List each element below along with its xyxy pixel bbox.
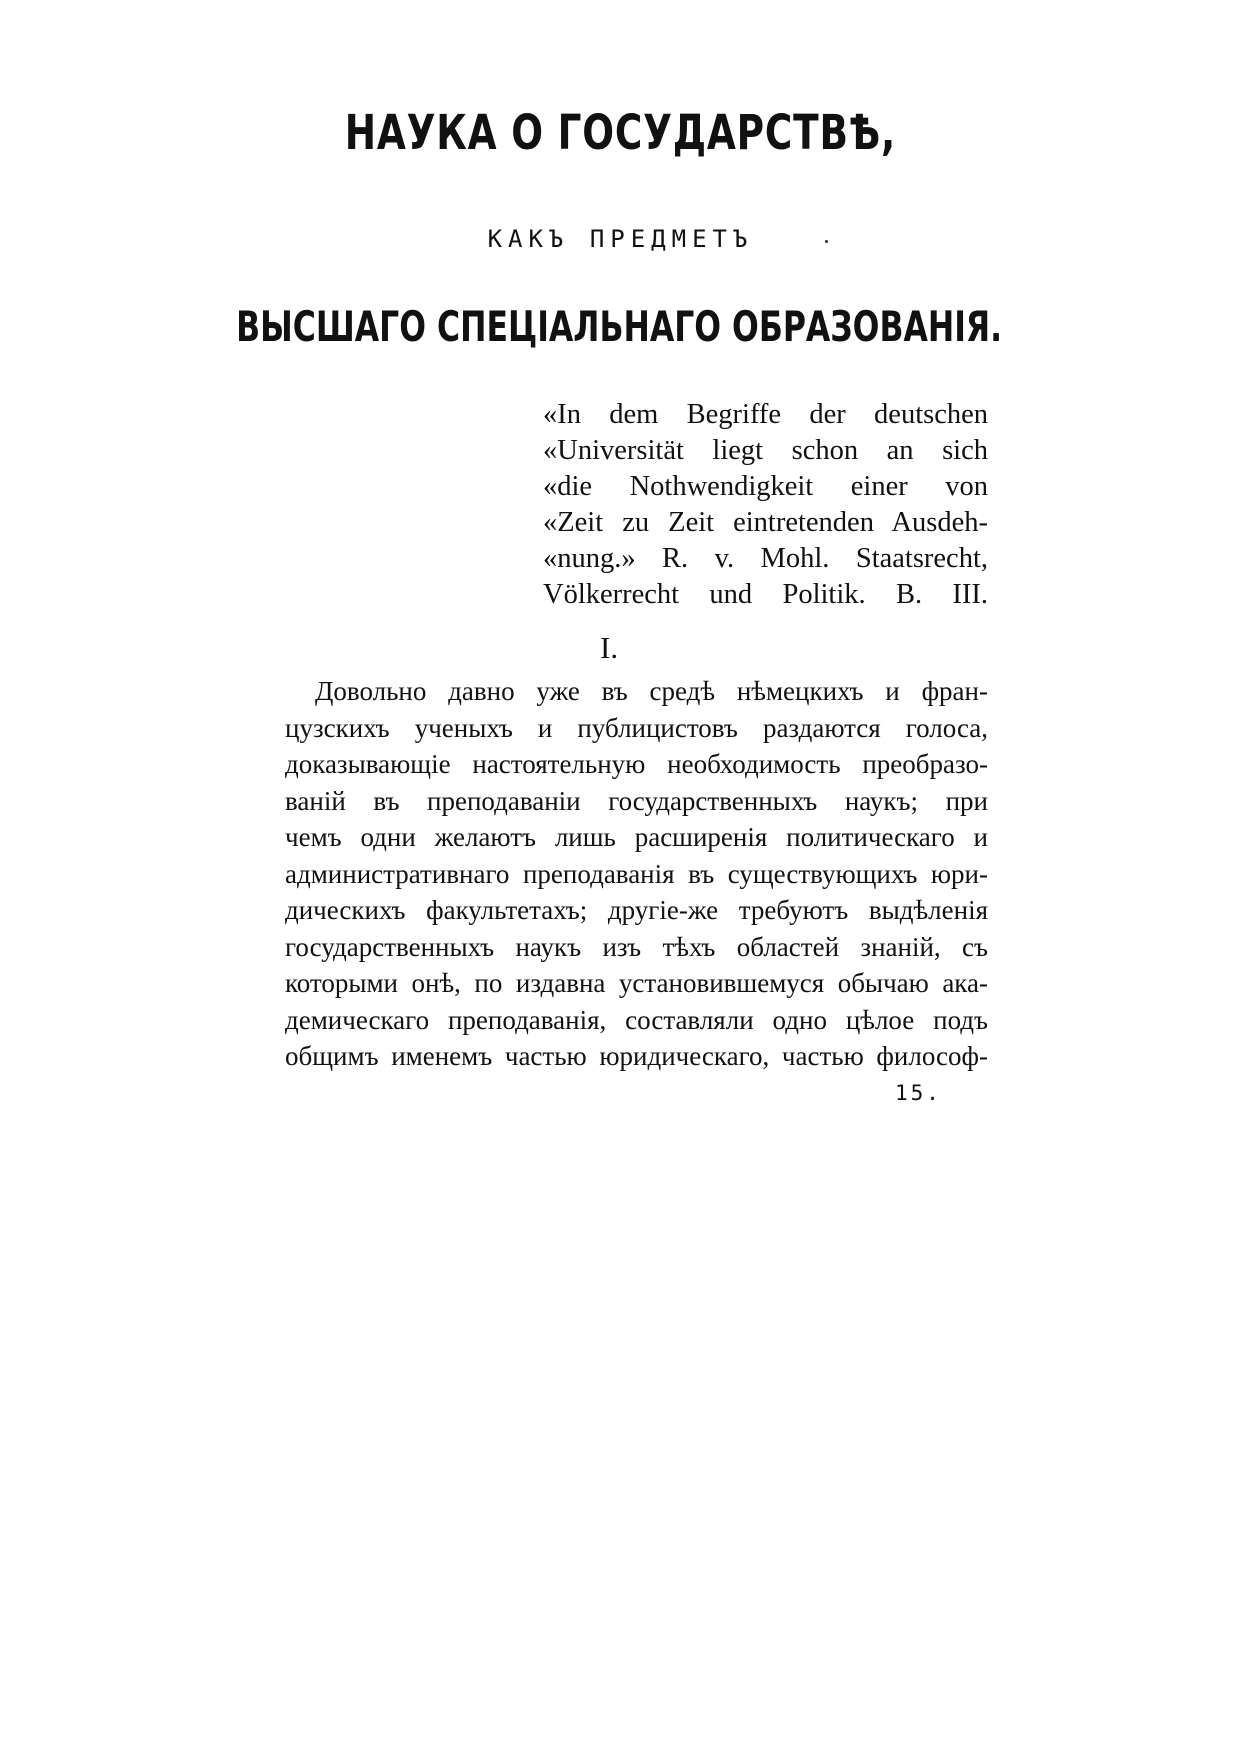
epigraph-line: Völkerrecht und Politik. B. III. bbox=[543, 579, 988, 610]
body-line: демическаго преподаванія, составляли одно цѣлое подъ bbox=[285, 1004, 988, 1035]
epigraph-line: «In dem Begriffe der deutschen bbox=[543, 399, 988, 430]
body-line: государственныхъ наукъ изъ тѣхъ областей знаній, съ bbox=[285, 931, 988, 962]
epigraph-line: «Universität liegt schon an sich bbox=[543, 435, 988, 466]
body-line: доказывающіе настоятельную необходимость преобразо- bbox=[285, 749, 988, 779]
page-title: НАУКА О ГОСУДАРСТВѢ, bbox=[344, 105, 897, 161]
section-number: I. bbox=[600, 630, 619, 665]
body-line: общимъ именемъ частью юридическаго, частью философ- bbox=[285, 1041, 988, 1071]
body-line: дическихъ факультетахъ; другіе-же требуютъ выдѣленія bbox=[285, 895, 988, 925]
epigraph-line: «nung.» R. v. Mohl. Staatsrecht, bbox=[543, 543, 988, 574]
print-speck bbox=[825, 240, 828, 243]
printer-signature-mark: 15. bbox=[895, 1081, 942, 1105]
epigraph-line: «die Nothwendigkeit einer von bbox=[543, 471, 988, 502]
body-line: административнаго преподаванія въ существующихъ юри- bbox=[285, 858, 988, 889]
body-line: цузскихъ ученыхъ и публицистовъ раздаются голоса, bbox=[285, 712, 988, 743]
epigraph-line: «Zeit zu Zeit eintretenden Ausdeh- bbox=[543, 507, 988, 538]
page-second-title: ВЫСШАГО СПЕЦІАЛЬНАГО ОБРАЗОВАНІЯ. bbox=[236, 302, 1003, 351]
page-subtitle: КАКЪ ПРЕДМЕТЪ bbox=[487, 225, 754, 253]
epigraph bbox=[543, 397, 988, 613]
body-line: ваній въ преподаваніи государственныхъ наукъ; при bbox=[285, 785, 988, 816]
body-line: Довольно давно уже въ средѣ нѣмецкихъ и фран- bbox=[315, 676, 988, 706]
body-paragraph bbox=[285, 673, 988, 1075]
body-line: которыми онѣ, по издавна установившемуся обычаю ака- bbox=[285, 968, 988, 998]
body-line: чемъ одни желаютъ лишь расширенія политическаго и bbox=[285, 822, 988, 852]
